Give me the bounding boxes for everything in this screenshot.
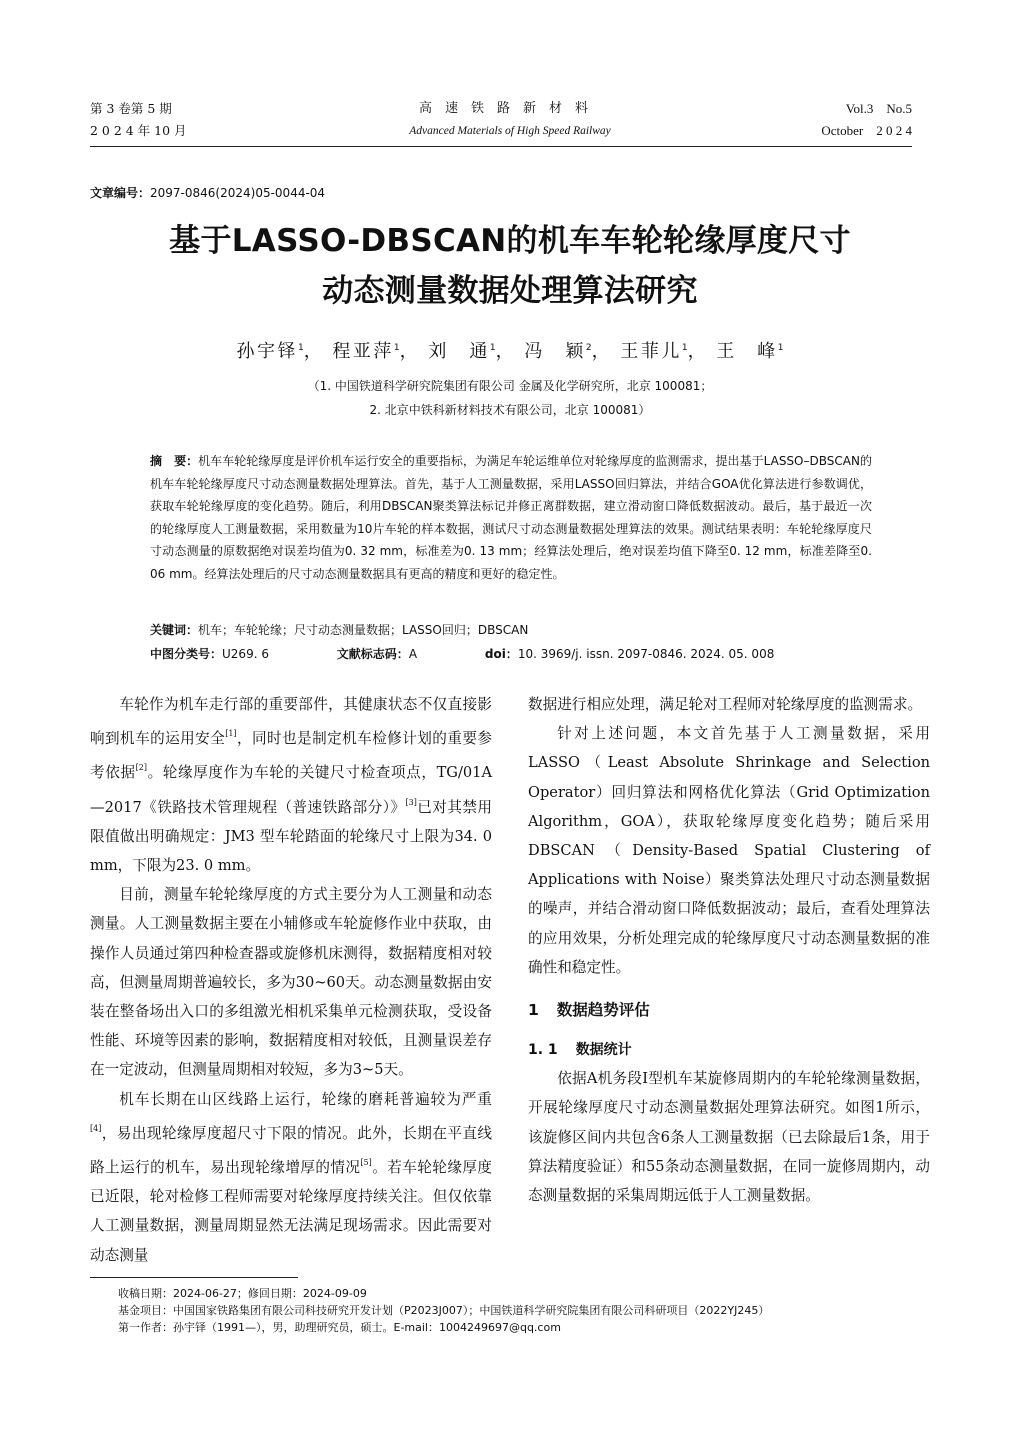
clc-value: U269. 6 [222, 647, 269, 661]
text-run: 。若车轮轮缘厚度已近限，轮对检修工程师需要对轮缘厚度持续关注。但仅依靠人工测量数据，测量周期显然无法满足现场需求。因此需要对动态测量 [90, 1159, 492, 1264]
footnote-author: 第一作者：孙宇铎（1991—），男，助理研究员，硕士。E-mail：1004249697@qq.com [118, 1321, 561, 1334]
body-paragraph: 针对上述问题，本文首先基于人工测量数据，采用LASSO（Least Absolute Shrinkage and Selection Operator）回归算法和网格优化算法（Grid Optimization Algorithm，GOA），获取轮缘厚度变化趋势；随后采用 DBSCAN（Density-Based Spatial Clustering of Applications with Noise）聚类算法处理尺寸动态测量数据的噪声，并结合滑动窗口降低数据波动；最后，查看处理算法的应用效果，分析处理完成的轮缘厚度尺寸动态测量数据的准确性和稳定性。 [528, 725, 930, 976]
author-list: 孙宇铎$^1$， 程亚萍$^1$， 刘 通$^1$， 冯 颖$^2$， 王菲儿$^1$， 王 峰$^1$ [236, 341, 784, 362]
citation-ref: [1] [225, 729, 237, 739]
header-rule [90, 146, 912, 147]
text-run: 已对其禁用限值做出明确规定：JM3 型车轮踏面的轮缘尺寸上限为34. 0 mm，下限为23. 0 mm。 [90, 798, 492, 875]
author-affiliation-mark: 2 [585, 343, 592, 353]
running-header-left [90, 98, 187, 142]
running-header-right [821, 98, 912, 142]
body-paragraph: 依据A机务段Ⅰ型机车某旋修周期内的车轮轮缘测量数据，开展轮缘厚度尺寸动态测量数据处理算法研究。如图1所示，该旋修区间内共包含6条人工测量数据（已去除最后1条，用于算法精度验证）和55条动态测量数据，在同一旋修周期内，动态测量数据的采集周期远低于人工测量数据。 [528, 1070, 930, 1205]
author-affiliation-mark: 1 [297, 343, 304, 353]
author [716, 341, 783, 362]
citation-ref: [5] [360, 1158, 372, 1168]
body-paragraph: 目前，测量车轮轮缘厚度的方式主要分为人工测量和动态测量。人工测量数据主要在小辅修或车轮旋修作业中获取，由操作人员通过第四种检查器或旋修机床测得，数据精度相对较高，但测量周期普遍较长，多为30~60天。动态测量数据由安装在整备场出入口的多组激光相机采集单元检测获取，受设备性能、环境等因素的影响，数据精度相对较低，且测量误差存在一定波动，但测量周期相对较短，多为3~5天。 [90, 886, 492, 1079]
body-paragraph: 数据进行相应处理，满足轮对工程师对轮缘厚度的监测需求。 [528, 696, 923, 713]
text-run: ，同时也是制定机车检修计划的重要参考依据 [90, 730, 492, 782]
affiliation-2: 2. 北京中铁科新材料技术有限公司，北京 100081） [369, 403, 651, 417]
author-affiliation-mark: 1 [489, 343, 496, 353]
citation-ref: [2] [135, 763, 147, 773]
section-title: 数据趋势评估 [556, 1001, 650, 1020]
author [524, 341, 591, 362]
paper-title [90, 216, 930, 316]
author-name: 王菲儿 [620, 341, 682, 362]
author-name: 程亚萍 [332, 341, 394, 362]
author-affiliation-mark: 1 [393, 343, 400, 353]
author-name: 刘 通 [428, 341, 490, 362]
article-number-value: 2097-0846(2024)05-0044-04 [150, 186, 326, 200]
footnote-fund: 基金项目：中国国家铁路集团有限公司科技研究开发计划（P2023J007）；中国铁道科学研究院集团有限公司科研项目（2022YJ245） [118, 1304, 770, 1317]
citation-ref: [3] [405, 797, 417, 807]
author [332, 341, 399, 362]
running-header-center [340, 98, 680, 142]
journal-name-cn: 高速铁路新材料 [418, 101, 601, 116]
subsection-heading [528, 1036, 930, 1064]
volume-issue-en: Vol.3 No.5 [845, 101, 912, 116]
abstract-text: 机车车轮轮缘厚度是评价机车运行安全的重要指标，为满足车轮运维单位对轮缘厚度的监测需求，提出基于LASSO–DBSCAN的机车车轮轮缘厚度尺寸动态测量数据处理算法。首先，基于人工测量数据，采用LASSO回归算法，并结合GOA优化算法进行参数调优，获取车轮轮缘厚度的变化趋势。随后，利用DBSCAN聚类算法标记并修正离群数据，建立滑动窗口降低数据波动。最后，基于最近一次的轮缘厚度人工测量数据，采用数量为10片车轮的样本数据，测试尺寸动态测量数据处理算法的效果。测试结果表明：车轮轮缘厚度尺寸动态测量的原数据绝对误差均值为0. 32 mm，标准差为0. 13 mm；经算法处理后，绝对误差均值下降至0. 12 mm，标准差降至0. 06 mm。经算法处理后的尺寸动态测量数据具有更高的精度和更好的稳定性。 [150, 454, 872, 581]
clc-label: 中图分类号： [150, 647, 223, 661]
section-heading [528, 996, 930, 1025]
classification-line [150, 645, 872, 662]
author [236, 341, 303, 362]
title-line-1: 基于LASSO-DBSCAN的机车车轮轮缘厚度尺寸 [169, 223, 851, 259]
author [620, 341, 687, 362]
body-paragraph [90, 690, 492, 880]
author-name: 孙宇铎 [236, 341, 298, 362]
keywords-label: 关键词： [150, 623, 199, 637]
text-run: 车轮作为机车走行部的重要部件，其健康状态不仅直接影响到机车的运用安全 [90, 696, 492, 748]
doi-value: 10. 3969/j. issn. 2097-0846. 2024. 05. 008 [517, 647, 775, 661]
abstract-label: 摘 要： [150, 454, 199, 468]
text-run: ，易出现轮缘厚度超尺寸下限的情况。此外，长期在平直线路上运行的机车，易出现轮缘增厚的情况 [90, 1124, 492, 1177]
subsection-title: 数据统计 [575, 1042, 632, 1059]
body-column-right [528, 690, 930, 1210]
keywords-text: 机车；车轮轮缘；尺寸动态测量数据；LASSO回归；DBSCAN [198, 623, 529, 637]
footnote-dates: 收稿日期：2024-06-27；修回日期：2024-09-09 [118, 1287, 367, 1300]
author-name: 冯 颖 [524, 341, 586, 362]
doi-label: doi： [484, 647, 518, 661]
article-number-label: 文章编号： [90, 186, 151, 200]
doc-code-label: 文献标志码： [336, 647, 409, 661]
author-affiliation-mark: 1 [681, 343, 688, 353]
body-column-left [90, 690, 492, 1270]
text-run: 机车长期在山区线路上运行，轮缘的磨耗普遍较为严重 [119, 1090, 492, 1108]
volume-issue: 第 3 卷第 5 期 [90, 101, 172, 116]
journal-name-en: Advanced Materials of High Speed Railway [409, 125, 611, 137]
issue-date-en: October 2 0 2 4 [821, 123, 912, 138]
body-paragraph [90, 1085, 492, 1270]
keywords [150, 621, 872, 638]
affiliation-1: （1. 中国铁道科学研究院集团有限公司 金属及化学研究所，北京 100081； [307, 379, 713, 393]
section-number: 1 [528, 1001, 539, 1020]
text-run: 。轮缘厚度作为车轮的关键尺寸检查项点，TG/01A—2017《铁路技术管理规程（普速铁路部分）》 [90, 764, 492, 816]
author [428, 341, 495, 362]
article-number [90, 184, 325, 201]
abstract [150, 450, 872, 585]
author-name: 王 峰 [716, 341, 778, 362]
subsection-number: 1. 1 [528, 1042, 558, 1059]
title-line-2: 动态测量数据处理算法研究 [322, 273, 698, 309]
issue-date: 2 0 2 4 年 10 月 [90, 123, 187, 138]
doc-code-value: A [408, 647, 418, 661]
footnote-rule [90, 1277, 298, 1278]
citation-ref: [4] [90, 1123, 102, 1133]
author-affiliation-mark: 1 [777, 343, 784, 353]
